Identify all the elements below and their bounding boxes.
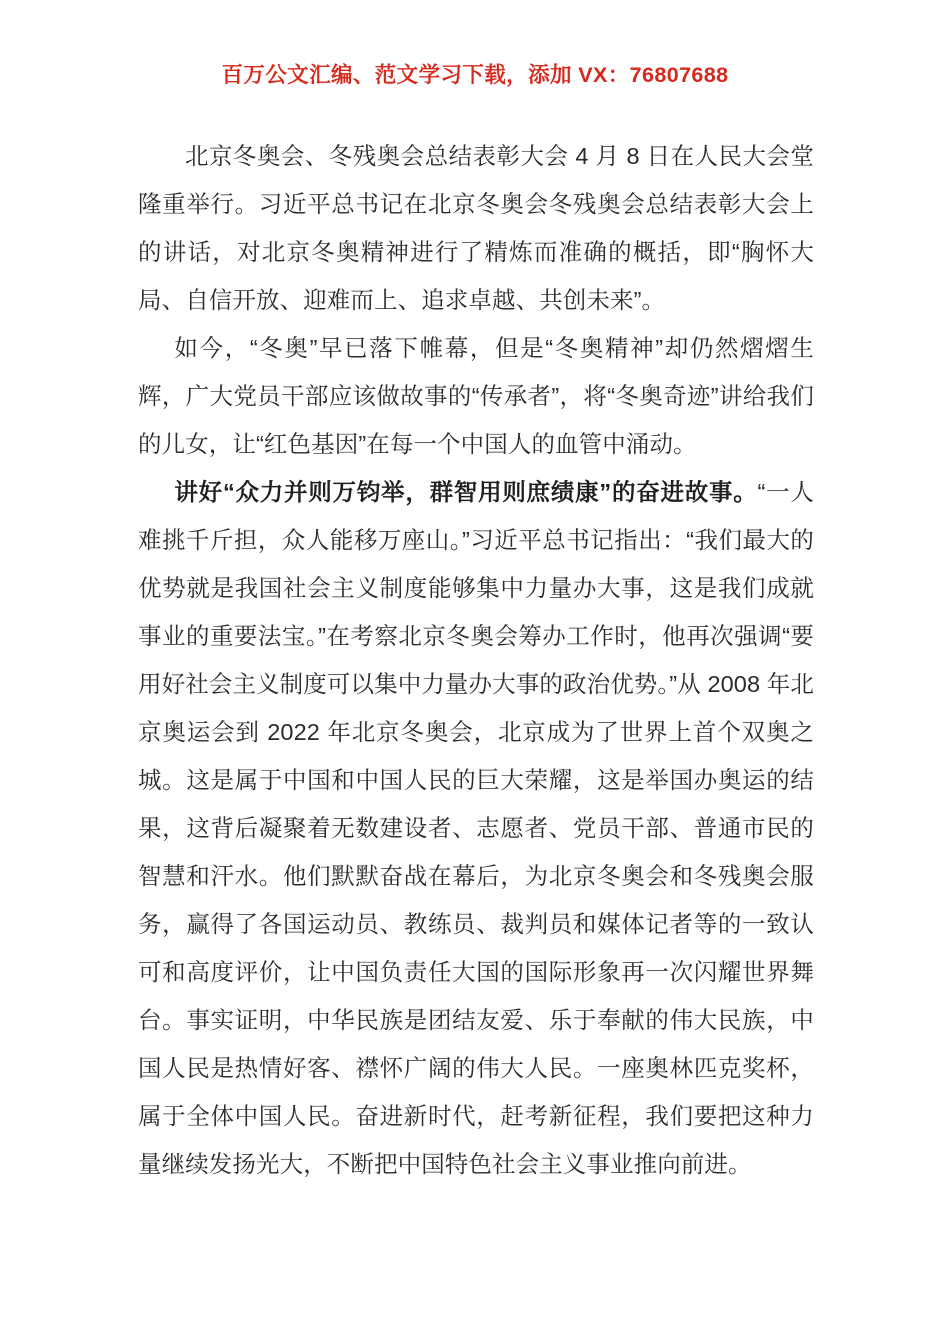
paragraph-2: 如今，“冬奥”早已落下帷幕，但是“冬奥精神”却仍然熠熠生辉，广大党员干部应该做故事的“传承者”，将“冬奥奇迹”讲给我们的儿女，让“红色基因”在每一个中国人的血管中涌动。 xyxy=(138,335,814,457)
paragraph-3 xyxy=(138,468,814,1188)
paragraph-3-lead-bold: 讲好“众力并则万钧举，群智用则庶绩康”的奋进故事。 xyxy=(174,479,758,505)
document-body xyxy=(138,132,814,1188)
paragraph-1: 北京冬奥会、冬残奥会总结表彰大会 4 月 8 日在人民大会堂隆重举行。习近平总书记在北京冬奥会冬残奥会总结表彰大会上的讲话，对北京冬奥精神进行了精炼而准确的概括，即“胸怀大局、自信开放、迎难而上、追求卓越、共创未来”。 xyxy=(138,143,814,313)
promo-banner-text: 百万公文汇编、范文学习下载，添加 VX：76807688 xyxy=(221,63,729,87)
paragraph-3-text: “一人难挑千斤担，众人能移万座山。”习近平总书记指出：“我们最大的优势就是我国社会主义制度能够集中力量办大事，这是我们成就事业的重要法宝。”在考察北京冬奥会筹办工作时，他再次强调“要用好社会主义制度可以集中力量办大事的政治优势。”从 2008 年北京奥运会到 2022 年北京冬奥会，北京成为了世界上首个双奥之城。这是属于中国和中国人民的巨大荣耀，这是举国办奥运的结果，这背后凝聚着无数建设者、志愿者、党员干部、普通市民的智慧和汗水。他们默默奋战在幕后，为北京冬奥会和冬残奥会服务，赢得了各国运动员、教练员、裁判员和媒体记者等的一致认可和高度评价，让中国负责任大国的国际形象再一次闪耀世界舞台。事实证明，中华民族是团结友爱、乐于奉献的伟大民族，中国人民是热情好客、襟怀广阔的伟大人民。一座奥林匹克奖杯，属于全体中国人民。奋进新时代，赶考新征程，我们要把这种力量继续发扬光大，不断把中国特色社会主义事业推向前进。 xyxy=(138,479,814,1177)
